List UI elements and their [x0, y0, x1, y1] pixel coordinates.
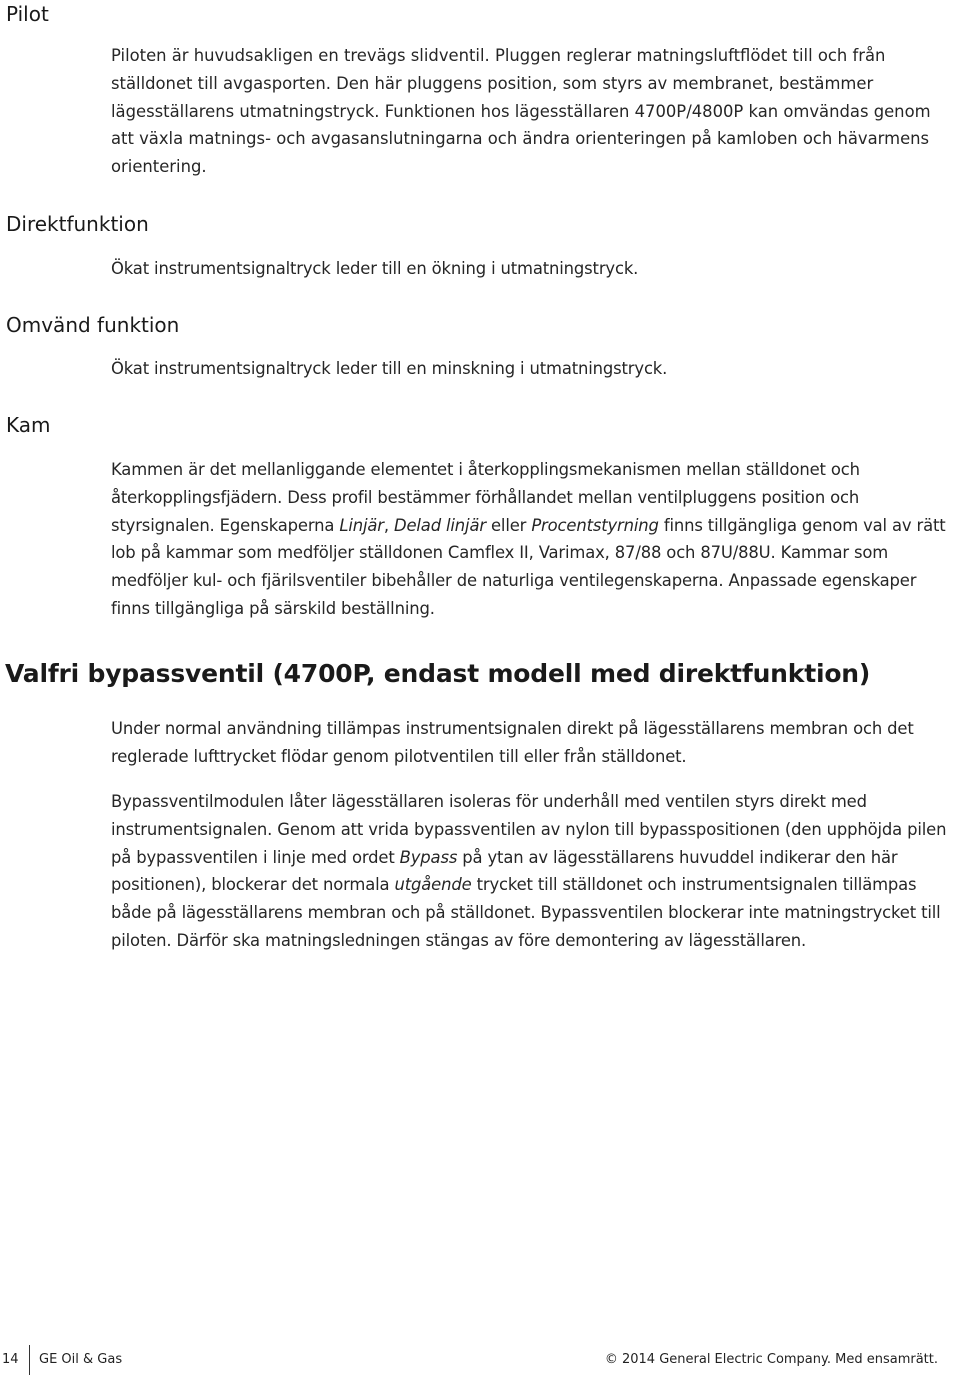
bypass-outgoing-term: utgående [394, 875, 472, 895]
cam-linear-term: Linjär [339, 515, 384, 535]
cam-split-linear-term: Delad linjär [393, 515, 486, 535]
page-number: 14 [2, 1352, 19, 1367]
heading-cam: Kam [6, 413, 51, 437]
bypass-text-c: trycket till ställdonet och instrumentsignalen tillämpas både på lägesställarens membran och på ställdonet. Bypassventilen blockerar inte matningstrycket till piloten. Därför ska matningsledningen stängas av före demontering av lägesställaren. [111, 875, 941, 950]
bypass-paragraph-2 [111, 788, 957, 955]
bypass-paragraph-1: Under normal användning tillämpas instrumentsignalen direkt på lägesställarens membran och det reglerade lufttrycket flödar genom pilotventilen till eller från ställdonet. [111, 719, 914, 766]
cam-percent-term: Procentstyrning [531, 515, 659, 535]
pilot-paragraph: Piloten är huvudsakligen en trevägs slidventil. Pluggen reglerar matningsluftflödet till och från ställdonet till avgasporten. Den här pluggens position, som styrs av membranet, bestämmer lägesställarens utmatningstryck. Funktionen hos lägesställaren 4700P/4800P kan omvändas genom att växla matnings- och avgasanslutningarna och ändra orienteringen på kamloben och hävarmens orientering. [111, 46, 931, 177]
bypass-word-term: Bypass [399, 847, 458, 867]
cam-text-2: , [383, 515, 394, 535]
heading-pilot: Pilot [6, 2, 49, 26]
footer-divider [29, 1345, 30, 1375]
bypass-text-b: på ytan av lägesställarens huvuddel indikerar den här positionen), blockerar det normala [111, 847, 898, 895]
heading-direct-function: Direktfunktion [6, 212, 149, 236]
cam-text-1: Kammen är det mellanliggande elementet i återkopplingsmekanismen mellan ställdonet och återkopplingsfjädern. Dess profil bestämmer förhållandet mellan ventilpluggens position och styrsignalen. Egenskaperna [111, 460, 860, 535]
footer-company: GE Oil & Gas [39, 1352, 123, 1367]
cam-text-4: finns tillgängliga genom val av rätt lob på kammar som medföljer ställdonen Camflex II, Varimax, 87/88 och 87U/88U. Kammar som medföljer kul- och fjärilsventiler bibehåller de naturliga ventilegenskaperna. Anpassade egenskaper finns tillgängliga på särskild beställning. [111, 515, 946, 618]
footer-copyright: © 2014 General Electric Company. Med ensamrätt. [604, 1352, 938, 1367]
heading-bypass-valve: Valfri bypassventil (4700P, endast modell med direktfunktion) [5, 659, 871, 688]
direct-function-paragraph: Ökat instrumentsignaltryck leder till en ökning i utmatningstryck. [111, 259, 639, 278]
heading-reverse-function: Omvänd funktion [6, 313, 180, 337]
cam-text-3: eller [485, 515, 532, 535]
bypass-text-a: Bypassventilmodulen låter lägesställaren isoleras för underhåll med ventilen styrs direkt med instrumentsignalen. Genom att vrida bypassventilen av nylon till bypasspositionen (den upphöjda pilen på bypassventilen i linje med ordet [111, 792, 947, 867]
cam-paragraph [111, 456, 957, 623]
reverse-function-paragraph: Ökat instrumentsignaltryck leder till en minskning i utmatningstryck. [111, 359, 668, 378]
